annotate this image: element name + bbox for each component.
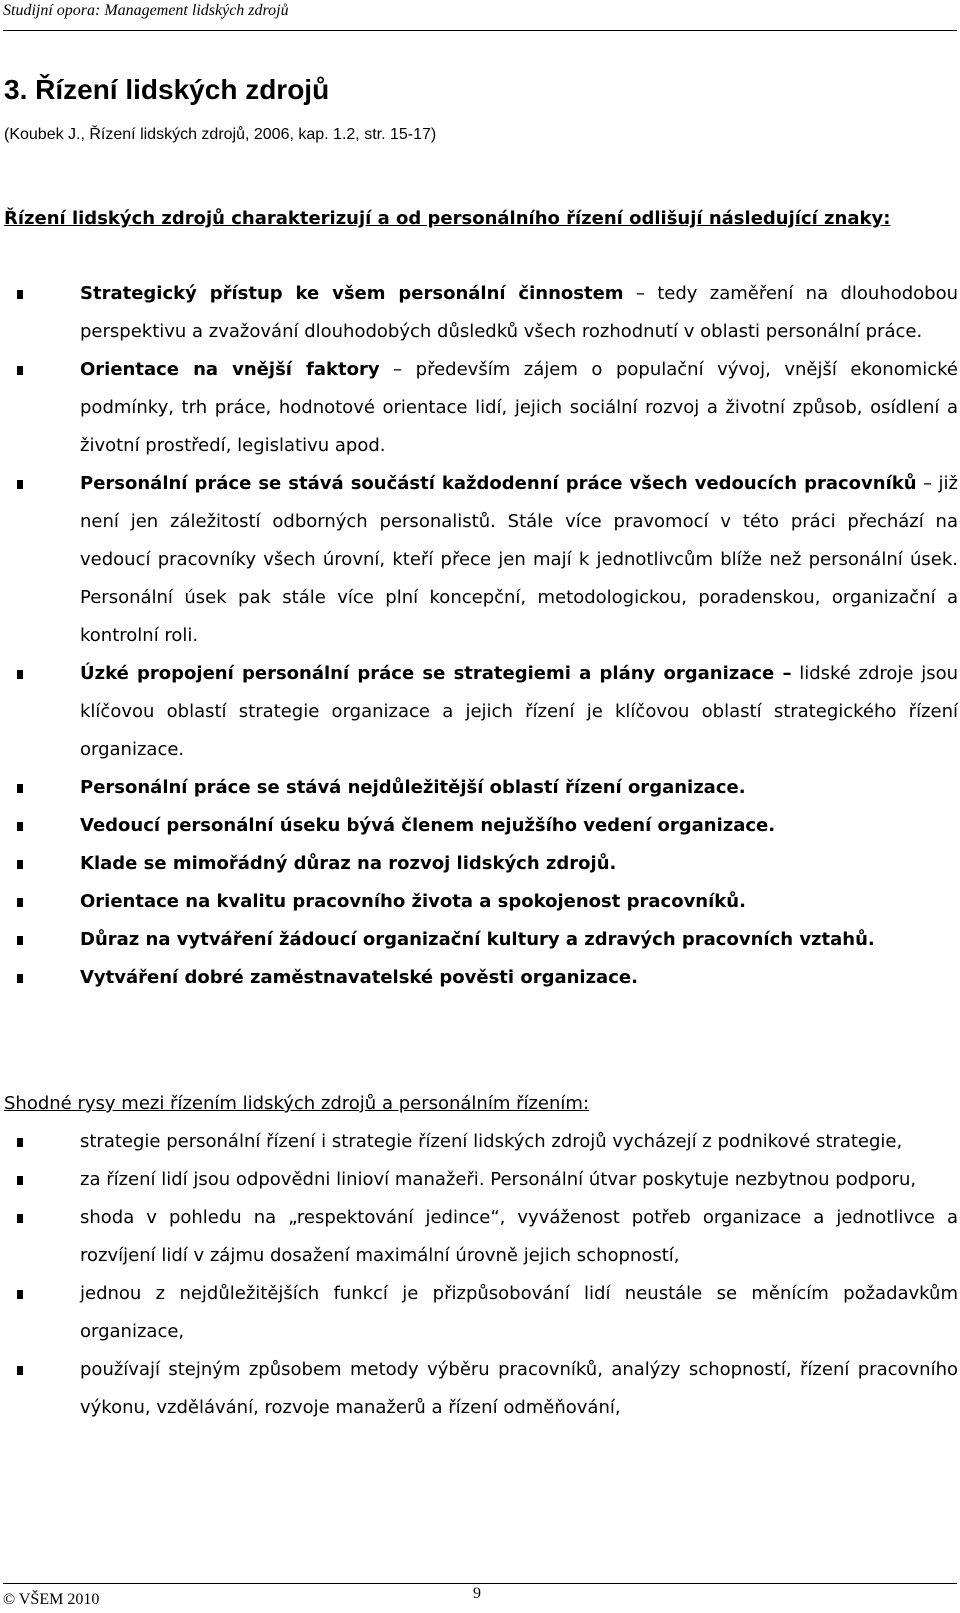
list-item <box>0 1275 958 1351</box>
square-bullet-icon <box>17 860 23 869</box>
item-text: používají stejným způsobem metody výběru pracovníků, analýzy schopností, řízení pracovního výkonu, vzdělávání, rozvoje manažerů a řízení odměňování, <box>80 1359 958 1418</box>
list-item <box>0 845 958 883</box>
list-item <box>0 351 958 465</box>
list-item <box>0 655 958 769</box>
list-item <box>0 769 958 807</box>
list-item <box>0 1161 958 1199</box>
item-emphasis: Důraz na vytváření žádoucí organizační kultury a zdravých pracovních vztahů. <box>80 929 875 950</box>
item-text: – především zájem o populační vývoj, vnější ekonomické podmínky, trh práce, hodnotové orientace lidí, jejich sociální rozvoj a životní způsob, osídlení a životní prostředí, legislativu apod. <box>80 359 958 456</box>
similarities-list <box>0 1123 958 1427</box>
list-item <box>0 1199 958 1275</box>
square-bullet-icon <box>17 480 23 489</box>
square-bullet-icon <box>17 366 23 375</box>
item-emphasis: Strategický přístup ke všem personální činnostem <box>80 283 624 304</box>
copyright: © VŠEM 2010 <box>3 1591 100 1608</box>
features-intro: Řízení lidských zdrojů charakterizují a od personálního řízení odlišují následující znaky: <box>4 208 891 229</box>
square-bullet-icon <box>17 670 23 679</box>
square-bullet-icon <box>17 822 23 831</box>
square-bullet-icon <box>17 898 23 907</box>
running-title: Studijní opora: Management lidských zdrojů <box>3 2 289 19</box>
square-bullet-icon <box>17 290 23 299</box>
list-item <box>0 465 958 655</box>
square-bullet-icon <box>17 1176 23 1185</box>
square-bullet-icon <box>17 1366 23 1375</box>
similarities-heading: Shodné rysy mezi řízením lidských zdrojů a personálním řízením: <box>4 1093 590 1114</box>
item-emphasis: Vytváření dobré zaměstnavatelské pověsti organizace. <box>80 967 638 988</box>
item-text: lidské zdroje jsou klíčovou oblastí strategie organizace a jejich řízení je klíčovou oblastí strategického řízení organizace. <box>80 663 958 760</box>
item-emphasis: Personální práce se stává nejdůležitější oblastí řízení organizace. <box>80 777 746 798</box>
list-item <box>0 883 958 921</box>
item-text: jednou z nejdůležitějších funkcí je přizpůsobování lidí neustále se měnícím požadavkům organizace, <box>80 1283 958 1342</box>
item-emphasis: Orientace na vnější faktory <box>80 359 380 380</box>
list-item <box>0 1351 958 1427</box>
item-text: – již není jen záležitostí odborných personalistů. Stále více pravomocí v této práci přechází na vedoucí pracovníky všech úrovní, kteří přece jen mají k jednotlivcům blíže než personální úsek. Personální úsek pak stále více plní koncepční, metodologickou, poradenskou, organizační a kontrolní roli. <box>80 473 958 646</box>
square-bullet-icon <box>17 974 23 983</box>
square-bullet-icon <box>17 1138 23 1147</box>
list-item <box>0 275 958 351</box>
item-emphasis: Orientace na kvalitu pracovního života a spokojenost pracovníků. <box>80 891 746 912</box>
features-list <box>0 275 958 997</box>
source-citation: (Koubek J., Řízení lidských zdrojů, 2006, kap. 1.2, str. 15-17) <box>4 126 437 143</box>
running-header <box>3 0 957 31</box>
item-emphasis: Klade se mimořádný důraz na rozvoj lidských zdrojů. <box>80 853 617 874</box>
square-bullet-icon <box>17 1214 23 1223</box>
item-emphasis: Vedoucí personální úseku bývá členem nejužšího vedení organizace. <box>80 815 776 836</box>
square-bullet-icon <box>17 936 23 945</box>
list-item <box>0 1123 958 1161</box>
square-bullet-icon <box>17 1290 23 1299</box>
list-item <box>0 959 958 997</box>
square-bullet-icon <box>17 784 23 793</box>
list-item <box>0 921 958 959</box>
item-text: – tedy zaměření na dlouhodobou perspektivu a zvažování dlouhodobých důsledků všech rozhodnutí v oblasti personální práce. <box>80 283 958 342</box>
item-emphasis: Úzké propojení personální práce se strategiemi a plány organizace – <box>80 663 792 684</box>
item-emphasis: Personální práce se stává součástí každodenní práce všech vedoucích pracovníků <box>80 473 917 494</box>
item-text: strategie personální řízení i strategie řízení lidských zdrojů vycházejí z podnikové strategie, <box>80 1131 903 1152</box>
item-text: shoda v pohledu na „respektování jedince“, vyváženost potřeb organizace a jednotlivce a rozvíjení lidí v zájmu dosažení maximální úrovně jejich schopností, <box>80 1207 958 1266</box>
item-text: za řízení lidí jsou odpovědni linioví manažeři. Personální útvar poskytuje nezbytnou podporu, <box>80 1169 917 1190</box>
list-item <box>0 807 958 845</box>
page-number: 9 <box>473 1585 481 1602</box>
chapter-title: 3. Řízení lidských zdrojů <box>4 74 330 105</box>
page-footer <box>3 1583 957 1608</box>
